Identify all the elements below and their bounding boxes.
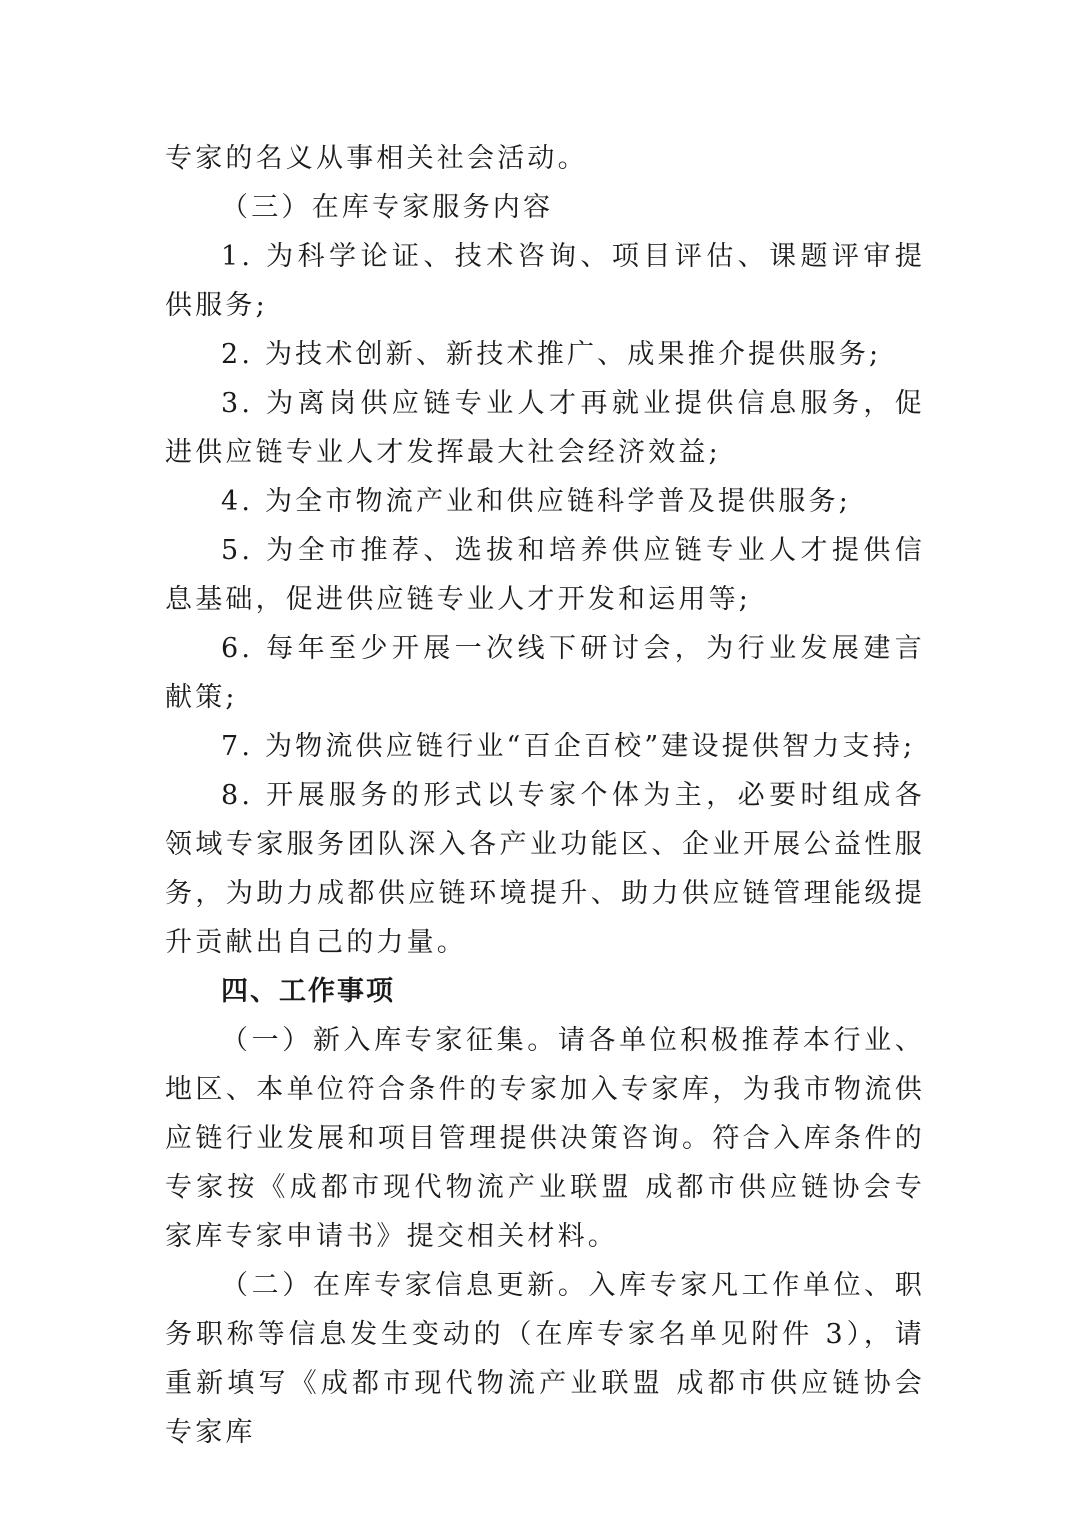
subsection-heading-service-content: （三）在库专家服务内容	[221, 192, 554, 223]
paragraph-new-expert-collection: （一）新入库专家征集。请各单位积极推荐本行业、地区、本单位符合条件的专家加入专家库，为我市物流供应链行业发展和项目管理提供决策咨询。符合入库条件的专家按《成都市现代物流产业联盟 成都市供应链协会专家库专家申请书》提交相关材料。	[165, 1025, 925, 1252]
paragraph-expert-info-update: （二）在库专家信息更新。入库专家凡工作单位、职务职称等信息发生变动的（在库专家名单见附件 3），请重新填写《成都市现代物流产业联盟 成都市供应链协会专家库	[165, 1270, 925, 1448]
list-item-6: 6. 每年至少开展一次线下研讨会，为行业发展建言献策;	[165, 633, 925, 713]
section-heading-work-items: 四、工作事项	[221, 976, 395, 1007]
list-item-3: 3. 为离岗供应链专业人才再就业提供信息服务，促进供应链专业人才发挥最大社会经济效益;	[165, 388, 925, 468]
list-item-8: 8. 开展服务的形式以专家个体为主，必要时组成各领域专家服务团队深入各产业功能区、企业开展公益性服务，为助力成都供应链环境提升、助力供应链管理能级提升贡献出自己的力量。	[165, 780, 925, 958]
list-item-4: 4. 为全市物流产业和供应链科学普及提供服务;	[221, 486, 852, 517]
document-body	[165, 134, 925, 1457]
list-item-7: 7. 为物流供应链行业“百企百校”建设提供智力支持;	[221, 731, 916, 762]
paragraph-continuation: 专家的名义从事相关社会活动。	[165, 143, 588, 174]
list-item-2: 2. 为技术创新、新技术推广、成果推介提供服务;	[221, 339, 882, 370]
list-item-5: 5. 为全市推荐、选拔和培养供应链专业人才提供信息基础，促进供应链专业人才开发和运用等;	[165, 535, 925, 615]
list-item-1: 1. 为科学论证、技术咨询、项目评估、课题评审提供服务;	[165, 241, 925, 321]
